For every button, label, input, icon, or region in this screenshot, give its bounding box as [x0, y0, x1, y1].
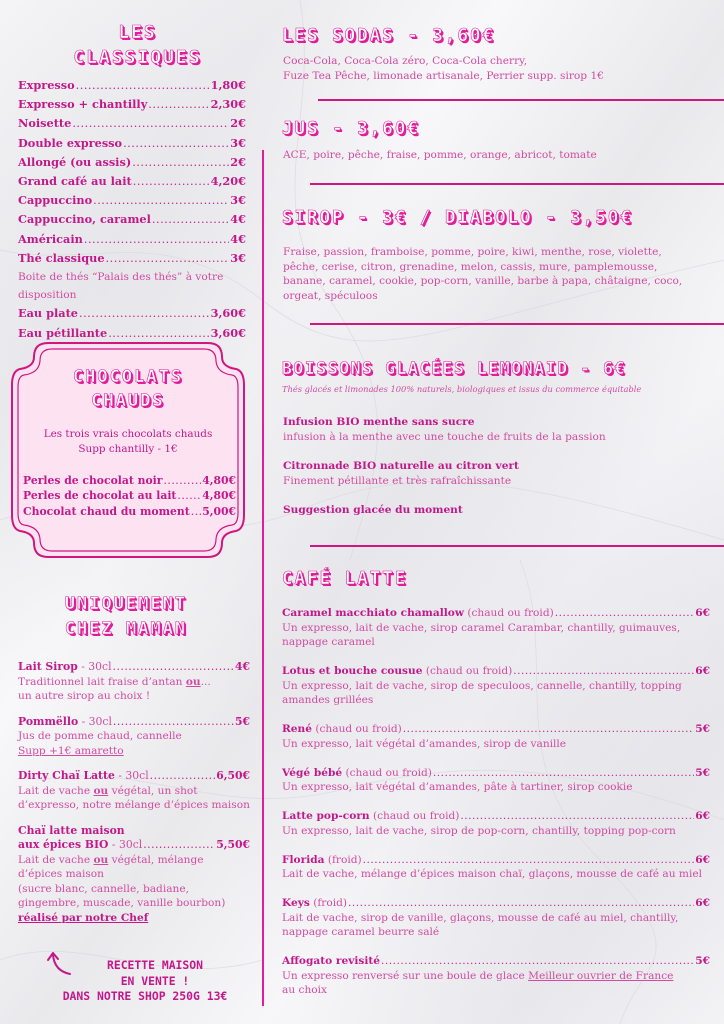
chocolats-subtitle-line1: Les trois vrais chocolats chauds — [43, 428, 213, 440]
chocolats-subtitle — [8, 427, 248, 457]
maman-list — [18, 660, 250, 936]
desc-text: Traditionnel lait fraise d’antan — [18, 675, 186, 688]
dot-leader — [381, 954, 694, 969]
drink-desc: infusion à la menthe avec une touche de fruits de la passion — [283, 430, 606, 443]
item-title: Caramel macchiato chamallow — [282, 607, 464, 619]
item-price: 4€ — [230, 231, 246, 246]
item-temp: (froid) — [324, 853, 362, 866]
item-name: Allongé (ou assis) — [18, 154, 132, 169]
item-name: Chocolat chaud du moment — [23, 504, 190, 518]
menu-item — [18, 95, 246, 114]
desc-text: ... — [200, 675, 211, 688]
dot-leader — [79, 305, 210, 323]
menu-item — [18, 249, 246, 268]
menu-item — [282, 664, 710, 679]
dot-leader — [113, 660, 234, 675]
section-divider — [310, 545, 724, 547]
item-price: 3€ — [230, 193, 246, 208]
latte-item — [282, 664, 710, 708]
sirop-line4: orgeat, spéculoos — [283, 289, 378, 302]
dot-leader — [403, 722, 694, 737]
item-temp: (froid) — [309, 897, 348, 909]
pommello-item — [18, 715, 250, 759]
item-desc — [18, 784, 250, 799]
sirop-line3: banane, caramel, cookie, pop-corn, vanille, barbe à papa, châtaigne, coco, — [283, 275, 683, 287]
item-price: 5,50€ — [216, 838, 250, 851]
item-name: Cappuccino, caramel — [18, 212, 151, 227]
menu-item — [282, 853, 710, 868]
menu-item — [23, 504, 236, 519]
latte-item — [282, 766, 710, 795]
dot-leader — [76, 77, 210, 95]
item-price: 6€ — [695, 665, 710, 677]
chocolats-title-line2: CHAUDS — [91, 391, 165, 411]
dot-leader — [363, 853, 695, 868]
item-title: Pommëllo — [18, 714, 79, 728]
item-name — [282, 954, 380, 969]
item-temp: (chaud ou froid) — [342, 766, 432, 779]
item-supplement: Supp +1€ amaretto — [18, 744, 124, 757]
menu-item — [23, 488, 236, 503]
sirop-desc — [283, 245, 682, 303]
latte-title: CAFÉ LATTE — [282, 569, 408, 589]
item-name: Noisette — [18, 116, 72, 131]
menu-item — [18, 769, 250, 784]
menu-item — [18, 304, 246, 323]
item-desc: un autre sirop au choix ! — [18, 690, 151, 702]
item-desc: Un expresso, lait de vache, sirop caramel Carambar, chantilly, guimauves, — [282, 621, 681, 634]
desc-text: Lait de vache — [18, 853, 94, 866]
dot-leader — [72, 115, 229, 133]
shop-promo — [40, 958, 250, 1005]
item-volume: - 30cl — [77, 660, 112, 673]
tea-note-line2: disposition — [18, 289, 77, 302]
menu-item — [282, 606, 710, 621]
item-price: 5€ — [695, 723, 710, 735]
menu-item — [18, 134, 246, 153]
chocolats-title — [8, 365, 248, 413]
menu-item — [282, 954, 710, 969]
latte-item — [282, 606, 710, 650]
drink-name: Citronnade BIO naturelle au citron vert — [283, 460, 519, 472]
item-price: 6€ — [695, 897, 710, 909]
item-price: 4€ — [230, 212, 246, 227]
item-title: aux épices BIO — [18, 838, 109, 851]
lait-sirop-item — [18, 660, 250, 704]
item-title: Florida — [282, 853, 325, 866]
item-name — [282, 722, 402, 737]
dot-leader — [106, 250, 230, 268]
item-desc: Un expresso, lait de vache, sirop de pop-corn, chantilly, topping pop-corn — [282, 824, 676, 837]
drink-desc: Finement pétillante et très rafraîchissante — [283, 474, 512, 487]
glacees-list — [283, 415, 713, 518]
item-temp: (chaud ou froid) — [463, 607, 554, 619]
item-title: Affogato revisité — [282, 955, 381, 967]
item-name — [18, 838, 142, 853]
item-desc — [282, 969, 710, 984]
glacees-subtitle: Thés glacés et limonades 100% naturels, biologiques et issus du commerce équitable — [282, 384, 642, 394]
latte-list — [282, 606, 710, 1012]
item-price: 3€ — [230, 135, 246, 150]
menu-item — [282, 766, 710, 781]
item-price: 2€ — [230, 154, 246, 169]
chocolats-list — [23, 473, 236, 519]
item-price: 2€ — [230, 116, 246, 131]
item-name: Cappuccino — [18, 193, 93, 208]
promo-line1: RECETTE MAISON — [106, 958, 203, 972]
item-title: René — [282, 723, 312, 735]
item-name: Perles de chocolat noir — [23, 474, 163, 487]
maman-title-line1: UNIQUEMENT — [64, 594, 188, 614]
promo-line3: DANS NOTRE SHOP 250G 13€ — [62, 989, 228, 1003]
desc-or: ou — [93, 784, 109, 797]
dot-leader — [555, 606, 695, 621]
dirty-chai-item — [18, 769, 250, 813]
item-price: 3€ — [230, 250, 246, 265]
classiques-title-line2: CLASSIQUES — [73, 47, 202, 68]
item-title-line1: Chaï latte maison — [18, 823, 125, 837]
item-title: Lait Sirop — [18, 660, 78, 673]
item-name — [282, 809, 459, 824]
item-desc: Un expresso, lait végétal d’amandes, sirop de vanille — [282, 737, 567, 750]
item-price: 5€ — [695, 955, 710, 967]
dot-leader — [93, 192, 229, 210]
glacee-item — [283, 459, 713, 488]
column-divider — [262, 150, 264, 1006]
desc-text: Lait de vache — [18, 784, 94, 797]
item-price: 2,30€ — [210, 97, 246, 112]
item-price: 3,60€ — [210, 306, 246, 321]
item-name: Thé classique — [18, 250, 105, 265]
chocolats-title-line1: CHOCOLATS — [72, 367, 184, 387]
item-name — [282, 606, 554, 621]
mof-label: Meilleur ouvrier de France — [528, 969, 674, 982]
item-desc: Un expresso, lait de vache, sirop de speculoos, cannelle, chantilly, topping — [282, 679, 682, 692]
dot-leader — [148, 96, 209, 114]
dot-leader — [133, 173, 210, 191]
item-desc — [18, 853, 250, 868]
sodas-line2: Fuze Tea Pêche, limonade artisanale, Perrier supp. sirop 1€ — [283, 69, 604, 82]
maman-title — [20, 592, 232, 642]
latte-item — [282, 722, 710, 751]
classiques-title-line1: LES — [118, 22, 157, 43]
item-desc: amandes grillées — [282, 694, 374, 706]
item-price: 6€ — [695, 853, 710, 866]
item-name: Grand café au lait — [18, 174, 132, 189]
promo-line2: EN VENTE ! — [120, 973, 190, 988]
item-desc: d’épices maison — [18, 868, 104, 880]
item-price: 5,00€ — [202, 504, 236, 518]
sodas-desc — [283, 54, 604, 83]
classiques-list — [18, 76, 246, 343]
item-volume: - 30cl — [78, 714, 112, 728]
menu-item — [18, 210, 246, 229]
menu-item — [23, 473, 236, 488]
glacee-item — [283, 415, 713, 444]
item-volume: - 30cl — [114, 769, 149, 782]
item-name — [282, 853, 362, 868]
item-desc — [18, 675, 250, 690]
item-name: Américain — [18, 231, 83, 246]
glacee-item — [283, 503, 713, 518]
dot-leader — [460, 809, 694, 824]
item-name — [18, 715, 112, 730]
menu-item — [18, 715, 250, 730]
item-volume: - 30cl — [108, 838, 143, 851]
dot-leader — [191, 504, 201, 519]
item-desc: d’expresso, notre mélange d’épices maison — [18, 799, 250, 811]
dot-leader — [348, 896, 694, 911]
jus-desc: ACE, poire, pêche, fraise, pomme, orange, abricot, tomate — [283, 149, 597, 161]
menu-item — [18, 230, 246, 249]
item-price: 5€ — [234, 714, 250, 728]
desc-text: Un expresso renversé sur une boule de glace — [282, 969, 529, 982]
item-price: 1,80€ — [210, 78, 246, 92]
dot-leader — [132, 154, 229, 172]
item-name: Double expresso — [18, 135, 123, 150]
menu-item — [282, 809, 710, 824]
section-divider — [310, 183, 724, 185]
dot-leader — [513, 664, 694, 679]
menu-item — [18, 114, 246, 133]
sirop-line2: pêche, cerise, citron, grenadine, melon, cassis, mure, pamplemousse, — [283, 260, 658, 273]
item-name: Eau plate — [18, 306, 78, 321]
item-desc: gingembre, muscade, vanille bourbon) — [18, 897, 226, 909]
section-divider — [318, 99, 724, 101]
classiques-title — [20, 20, 255, 70]
item-name: Perles de chocolat au lait — [23, 489, 177, 503]
jus-title: JUS - 3,60€ — [282, 119, 420, 139]
item-name — [282, 896, 347, 911]
item-price: 4,20€ — [210, 174, 246, 189]
desc-text: végétal, mélange — [108, 853, 204, 866]
sodas-line1: Coca-Cola, Coca-Cola zéro, Coca-Cola cherry, — [283, 55, 528, 67]
item-price: 6€ — [695, 810, 710, 822]
desc-or: ou — [185, 675, 201, 688]
item-price: 4,80€ — [202, 489, 236, 503]
dot-leader — [150, 769, 216, 784]
chocolats-badge — [8, 335, 248, 565]
item-title: Keys — [282, 897, 310, 909]
sirop-line1: Fraise, passion, framboise, pomme, poire, kiwi, menthe, rose, violette, — [283, 246, 662, 258]
latte-item — [282, 853, 710, 882]
desc-text: végétal, un shot — [108, 784, 198, 797]
item-temp: (chaud ou froid) — [422, 665, 513, 677]
item-name: Expresso + chantilly — [18, 97, 148, 112]
menu-item — [282, 896, 710, 911]
sirop-title: SIROP - 3€ / DIABOLO - 3,50€ — [282, 208, 634, 228]
menu-item — [18, 838, 250, 853]
dot-leader — [113, 715, 234, 730]
item-desc: au choix — [282, 984, 328, 996]
menu-item — [18, 191, 246, 210]
item-name — [18, 660, 112, 675]
menu-item — [18, 660, 250, 675]
dot-leader — [177, 488, 201, 503]
item-title: Dirty Chaï Latte — [18, 769, 115, 782]
drink-name: Suggestion glacée du moment — [283, 504, 463, 516]
dot-leader — [152, 211, 229, 229]
latte-item — [282, 809, 710, 838]
item-price: 4,80€ — [202, 474, 236, 487]
menu-item — [18, 76, 246, 95]
item-chef-note: réalisé par notre Chef — [18, 911, 149, 924]
item-name — [282, 664, 512, 679]
menu-item — [282, 722, 710, 737]
item-price: 4€ — [234, 660, 250, 673]
item-name — [282, 766, 432, 781]
item-desc: Lait de vache, mélange d’épices maison chaï, glaçons, mousse de café au miel — [282, 868, 703, 880]
section-divider — [310, 323, 724, 325]
item-name — [18, 769, 149, 784]
dot-leader — [163, 473, 201, 488]
item-desc: Un expresso, lait végétal d’amandes, pâte à tartiner, sirop cookie — [282, 781, 633, 793]
glacees-title: BOISSONS GLACÉES LEMONAID - 6€ — [282, 359, 627, 378]
item-price: 6,50€ — [216, 769, 250, 782]
item-title: Latte pop-corn — [282, 810, 370, 822]
menu-item — [18, 172, 246, 191]
dot-leader — [123, 135, 229, 153]
menu-item — [18, 153, 246, 172]
item-price: 3,60€ — [210, 325, 246, 340]
dot-leader — [433, 766, 694, 781]
item-desc: nappage caramel — [282, 636, 375, 648]
drink-name: Infusion BIO menthe sans sucre — [283, 416, 475, 428]
latte-item — [282, 954, 710, 998]
item-desc: nappage caramel beurre salé — [282, 926, 440, 938]
item-name: Eau pétillante — [18, 325, 108, 340]
dot-leader — [143, 838, 215, 853]
desc-or: ou — [93, 853, 109, 866]
latte-item — [282, 896, 710, 940]
item-price: 6€ — [695, 607, 710, 619]
item-temp: (chaud ou froid) — [312, 723, 402, 735]
dot-leader — [84, 231, 229, 249]
item-desc: (sucre blanc, cannelle, badiane, — [18, 882, 189, 895]
maman-title-line2: CHEZ MAMAN — [64, 619, 188, 639]
item-desc: Jus de pomme chaud, cannelle — [18, 730, 182, 742]
item-title: Lotus et bouche cousue — [282, 665, 423, 677]
chocolats-subtitle-line2: Supp chantilly - 1€ — [78, 443, 178, 455]
item-name: Expresso — [18, 78, 75, 92]
item-temp: (chaud ou froid) — [369, 810, 460, 822]
item-price: 5€ — [695, 766, 710, 779]
item-desc: Lait de vache, sirop de vanille, glaçons, mousse de café au miel, chantilly, — [282, 911, 679, 924]
sodas-title: LES SODAS - 3,60€ — [282, 26, 496, 46]
item-title: Végé bébé — [282, 766, 343, 779]
chai-latte-item — [18, 824, 250, 926]
tea-note-line1: Boite de thés “Palais des thés” à votre — [18, 271, 224, 284]
